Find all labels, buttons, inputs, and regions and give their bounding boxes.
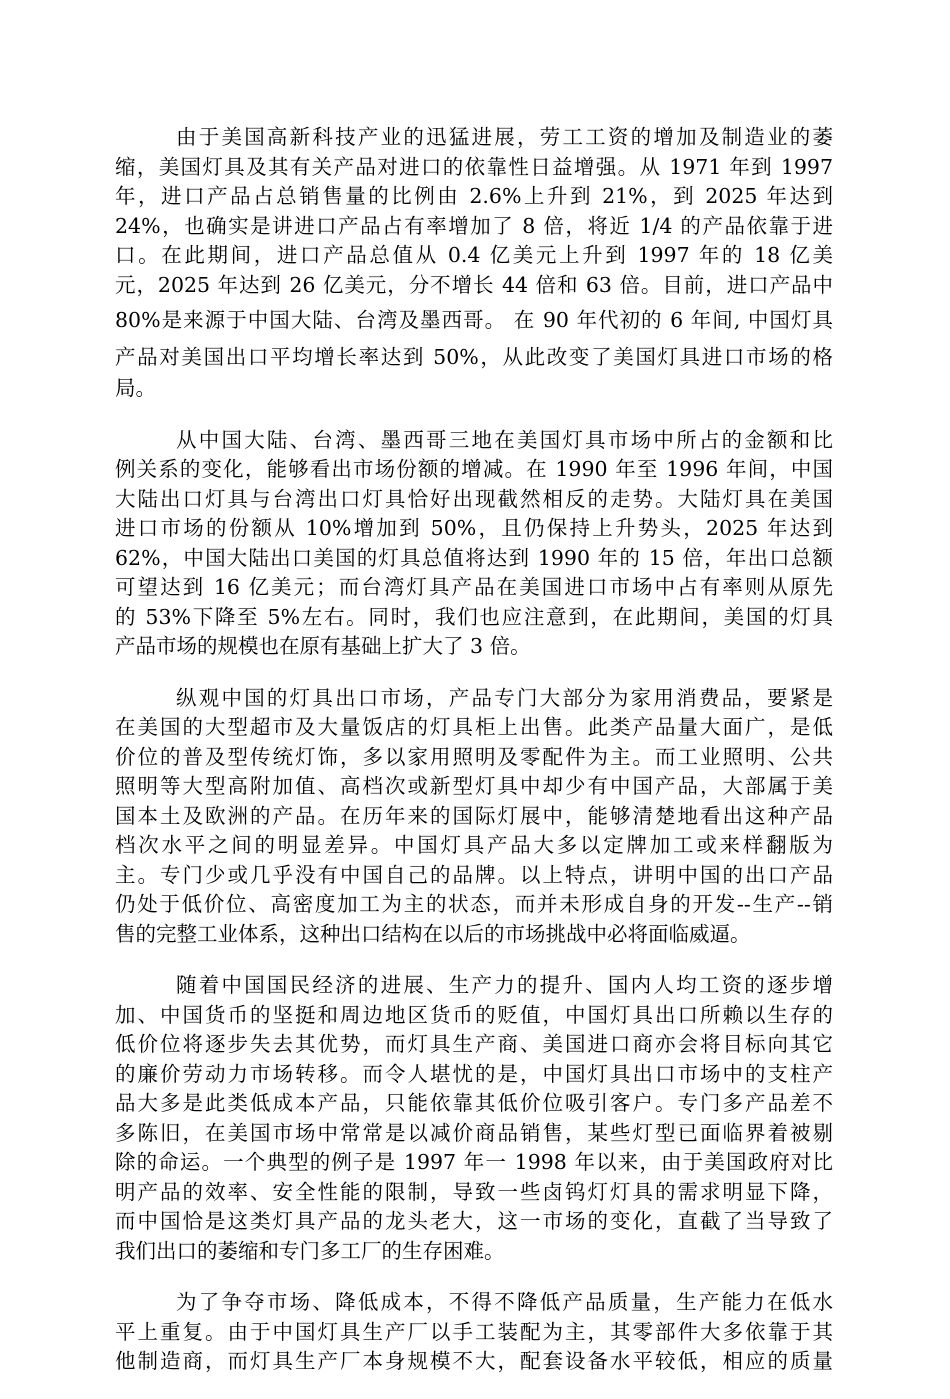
text-line: 他制造商，而灯具生产厂本身规模不大，配套设备水平较低，相应的质量 [115,1349,833,1373]
text-line: 为了争夺市场、降低成本，不得不降低产品质量，生产能力在低水 [176,1290,833,1314]
text-line: 产品对美国出口平均增长率达到 50%，从此改变了美国灯具进口市场的格 [115,345,833,369]
paragraph-market-share [115,426,833,662]
paragraph-import-dependence [115,123,833,404]
text-line: 明产品的效率、安全性能的限制，导致一些卤钨灯灯具的需求明显下降， [115,1179,833,1204]
text-line: 照明等大型高附加值、高档次或新型灯具中却少有中国产品，大部属于美 [115,774,833,798]
document-body [115,123,833,1399]
text-line: 进口市场的份额从 10%增加到 50%，且仍保持上升势头，2025 年达到 [115,516,833,540]
text-line: 年，进口产品占总销售量的比例由 2.6%上升到 21%，到 2025 年达到 [115,184,833,208]
text-line: 平上重复。由于中国灯具生产厂以手工装配为主，其零部件大多依靠于其 [115,1319,833,1344]
text-line: 随着中国国民经济的进展、生产力的提升、国内人均工资的逐步增 [176,973,833,997]
text-line: 加、中国货币的坚挺和周边地区货币的贬值，中国灯具出口所赖以生存的 [115,1002,833,1027]
text-line: 80%是来源于中国大陆、台湾及墨西哥。 在 90 年代初的 6 年间, 中国灯具 [115,308,833,332]
text-line: 主。专门少或几乎没有中国自己的品牌。以上特点，讲明中国的出口产品 [115,862,833,887]
text-line: 价位的普及型传统灯饰，多以家用照明及零配件为主。而工业照明、公共 [115,744,833,769]
text-line: 而中国恰是这类灯具产品的龙头老大，这一市场的变化，直截了当导致了 [115,1209,833,1233]
text-line: 从中国大陆、台湾、墨西哥三地在美国灯具市场中所占的金额和比 [176,427,833,452]
text-line: 大陆出口灯具与台湾出口灯具恰好出现截然相反的走势。大陆灯具在美国 [115,486,833,511]
text-line: 62%，中国大陆出口美国的灯具总值将达到 1990 年的 15 倍，年出口总额 [115,545,833,570]
text-line: 的廉价劳动力市场转移。而令人堪忧的是，中国灯具出口市场中的支柱产 [115,1061,833,1086]
text-line: 低价位将逐步失去其优势，而灯具生产商、美国进口商亦会将目标向其它 [115,1032,833,1056]
text-line: 多陈旧，在美国市场中常常是以减价商品销售，某些灯型已面临界着被剔 [115,1120,833,1145]
text-line: 局。 [115,376,156,400]
text-line: 缩，美国灯具及其有关产品对进口的依靠性日益增强。从 1971 年到 1997 [115,154,833,179]
text-line: 产品市场的规模也在原有基础上扩大了 3 倍。 [115,634,531,658]
text-line: 24%，也确实是讲进口产品占有率增加了 8 倍，将近 1/4 的产品依靠于进 [115,213,833,238]
paragraph-export-overview [115,684,833,950]
text-line: 品大多是此类低成本产品，只能依靠其低价位吸引客户。专门多产品差不 [115,1091,833,1115]
text-line: 可望达到 16 亿美元；而台湾灯具产品在美国进口市场中占有率则从原先 [115,575,833,599]
text-line: 例关系的变化，能够看出市场份额的增减。在 1990 年至 1996 年间，中国 [115,457,833,481]
text-line: 除的命运。一个典型的例子是 1997 年一 1998 年以来，由于美国政府对比 [115,1150,833,1174]
text-line: 的 53%下降至 5%左右。同时，我们也应注意到，在此期间，美国的灯具 [115,604,833,629]
text-line: 档次水平之间的明显差异。中国灯具产品大多以定牌加工或来样翻版为 [115,833,833,857]
text-line: 口。在此期间，进口产品总值从 0.4 亿美元上升到 1997 年的 18 亿美 [115,243,833,267]
text-line: 仍处于低价位、高密度加工为主的状态，而并未形成自身的开发--生产--销 [115,892,833,916]
text-line: 由于美国高新科技产业的迅猛进展，劳工工资的增加及制造业的萎 [176,125,833,149]
paragraph-economic-development [115,971,833,1266]
text-line: 元，2025 年达到 26 亿美元，分不增长 44 倍和 63 倍。目前，进口产品中 [115,272,833,297]
text-line: 我们出口的萎缩和专门多工厂的生存困难。 [115,1238,505,1263]
text-line: 售的完整工业体系，这种出口结构在以后的市场挑战中必将面临威逼。 [115,921,751,946]
text-line: 国本土及欧洲的产品。在历年来的国际灯展中，能够清楚地看出这种产品 [115,803,833,828]
text-line: 纵观中国的灯具出口市场，产品专门大部分为家用消费品，要紧是 [176,685,833,710]
paragraph-cost-quality [115,1288,833,1377]
text-line: 在美国的大型超市及大量饭店的灯具柜上出售。此类产品量大面广，是低 [115,715,833,739]
